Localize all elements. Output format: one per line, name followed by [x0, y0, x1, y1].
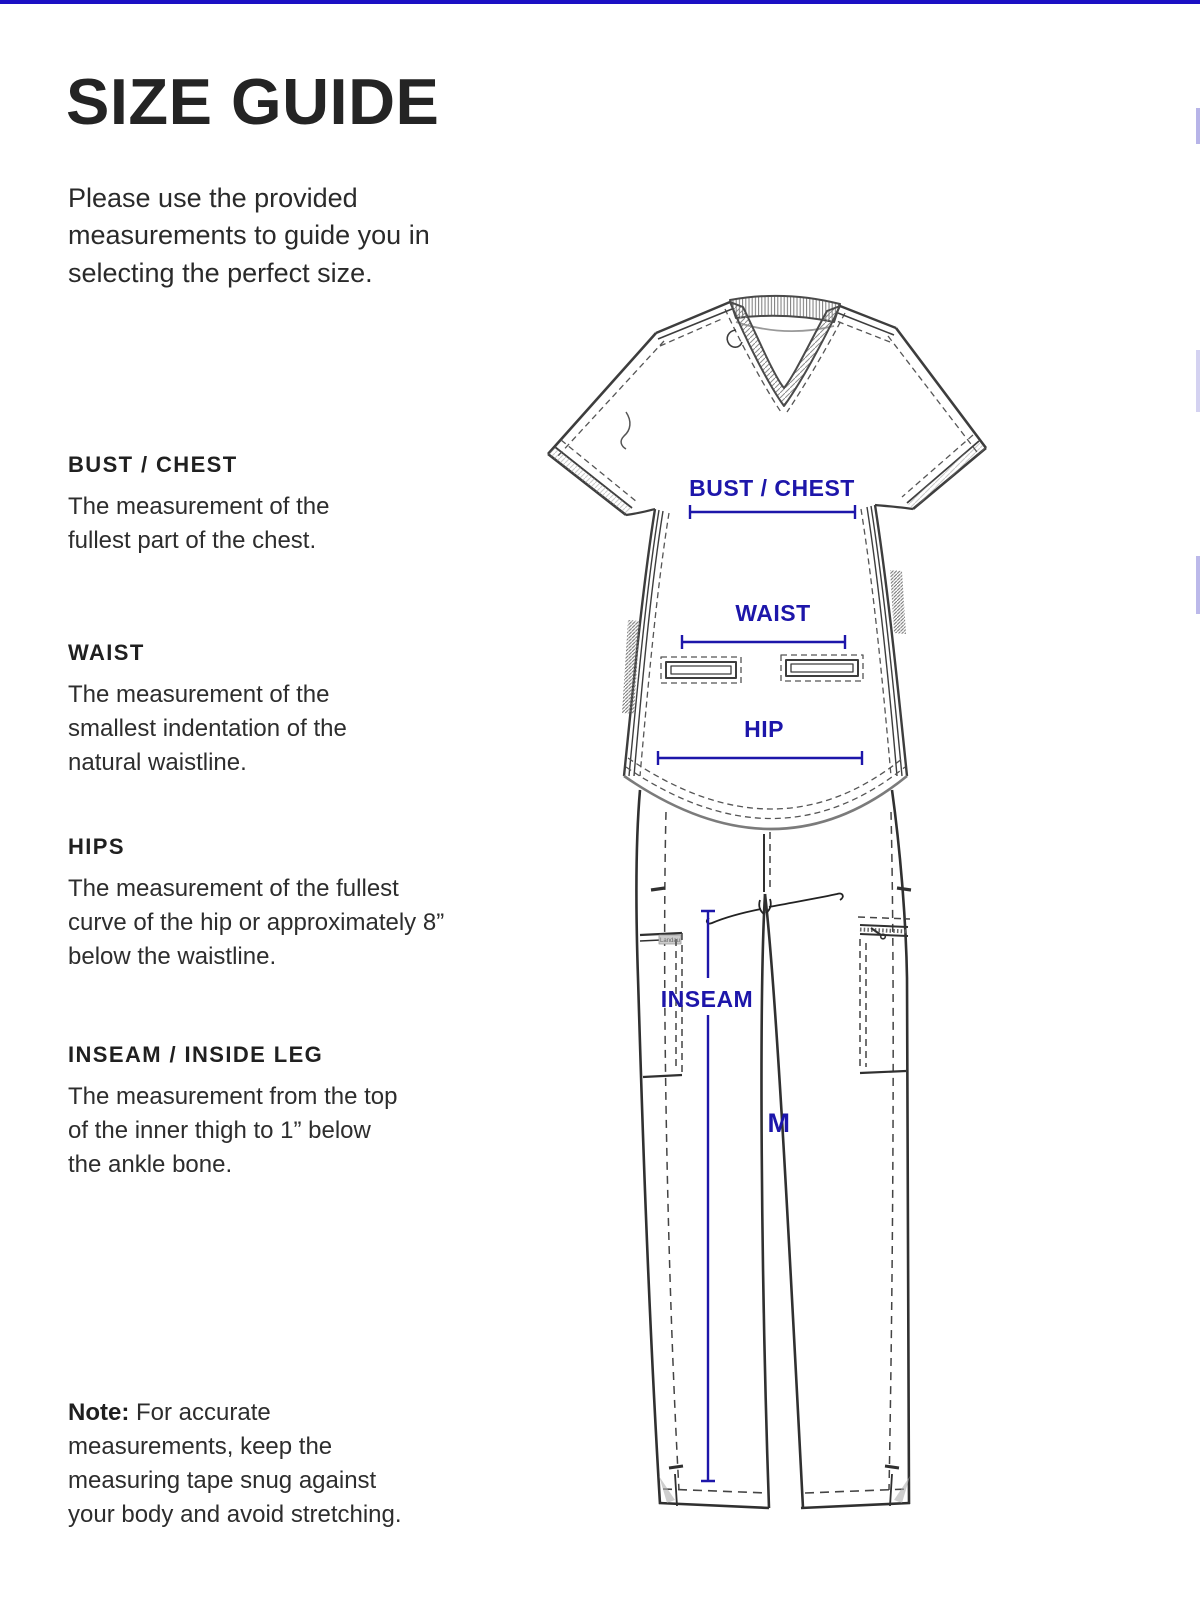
page-title: SIZE GUIDE — [66, 65, 440, 138]
v-neck-band — [730, 302, 840, 406]
size-letter-label: M — [767, 1108, 791, 1138]
measurement-annotations — [658, 475, 862, 1481]
scrub-pants-drawing — [636, 790, 911, 1508]
intro-text: Please use the provided measurements to guide you in selecting the perfect size. — [68, 183, 430, 288]
section-heading-waist: WAIST — [68, 640, 145, 665]
scrubs-technical-sketch — [540, 278, 1020, 1540]
section-body-bust: The measurement of the fullest part of the chest. — [68, 493, 330, 555]
fabric-squiggle-detail — [621, 412, 630, 449]
section-bust-chest — [68, 452, 358, 558]
welt-pocket-right — [781, 655, 863, 681]
shoulder-seam-left — [656, 302, 730, 333]
bust-measure-label: BUST / CHEST — [689, 475, 855, 501]
pant-hems — [659, 1466, 910, 1508]
v-neck-stitch-left — [725, 309, 781, 412]
princess-seam-right — [861, 505, 907, 776]
side-stitch-left — [665, 812, 679, 1490]
hip-measure-label: HIP — [744, 716, 784, 742]
note-label: Note: — [68, 1399, 130, 1426]
inseam-measure — [661, 911, 753, 1481]
section-heading-inseam: INSEAM / INSIDE LEG — [68, 1042, 324, 1067]
right-edge-artifact-2 — [1196, 350, 1200, 412]
v-neck-stitch-right — [787, 313, 845, 412]
right-sleeve — [875, 328, 986, 509]
right-edge-artifact-3 — [1196, 556, 1200, 614]
drawstring — [707, 894, 843, 924]
garment-diagram — [540, 278, 1020, 1540]
hip-measure — [658, 716, 862, 765]
cargo-pocket-right — [858, 917, 910, 1073]
section-body-waist: The measurement of the smallest indentation of the natural waistline. — [68, 681, 347, 777]
section-waist — [68, 640, 388, 780]
left-sleeve — [548, 333, 664, 515]
scrub-top-drawing — [548, 296, 986, 829]
zipper-teeth — [860, 930, 908, 932]
brand-tag-text: Landau — [659, 938, 681, 944]
bar-tack-right — [897, 888, 911, 890]
note-body: For accurate measurements, keep the measuring tape snug against your body and avoid stretching. — [68, 1399, 402, 1529]
section-body-inseam: The measurement from the top of the inner thigh to 1” below the ankle bone. — [68, 1083, 398, 1179]
section-hips — [68, 834, 453, 974]
pants-outer-seam-left — [636, 790, 660, 1504]
princess-seam-left — [622, 509, 669, 776]
welt-pocket-left — [661, 657, 741, 683]
section-body-hips: The measurement of the fullest curve of the hip or approximately 8” below the waistline. — [68, 875, 445, 971]
bar-tack-left — [651, 888, 665, 890]
note-text — [68, 1396, 413, 1532]
bust-measure — [689, 475, 855, 519]
section-inseam — [68, 1042, 403, 1182]
waist-measure-label: WAIST — [735, 600, 811, 626]
waist-measure — [682, 600, 845, 649]
section-heading-hips: HIPS — [68, 834, 125, 859]
side-stitch-right — [889, 812, 893, 1490]
right-edge-artifact-1 — [1196, 108, 1200, 144]
section-heading-bust: BUST / CHEST — [68, 452, 238, 477]
top-border-line — [0, 0, 1200, 4]
pants-outer-seam-right — [892, 790, 909, 1504]
pants-inseam-right — [765, 894, 803, 1508]
pants-inseam-left — [762, 894, 769, 1508]
inseam-measure-label: INSEAM — [660, 986, 754, 1012]
